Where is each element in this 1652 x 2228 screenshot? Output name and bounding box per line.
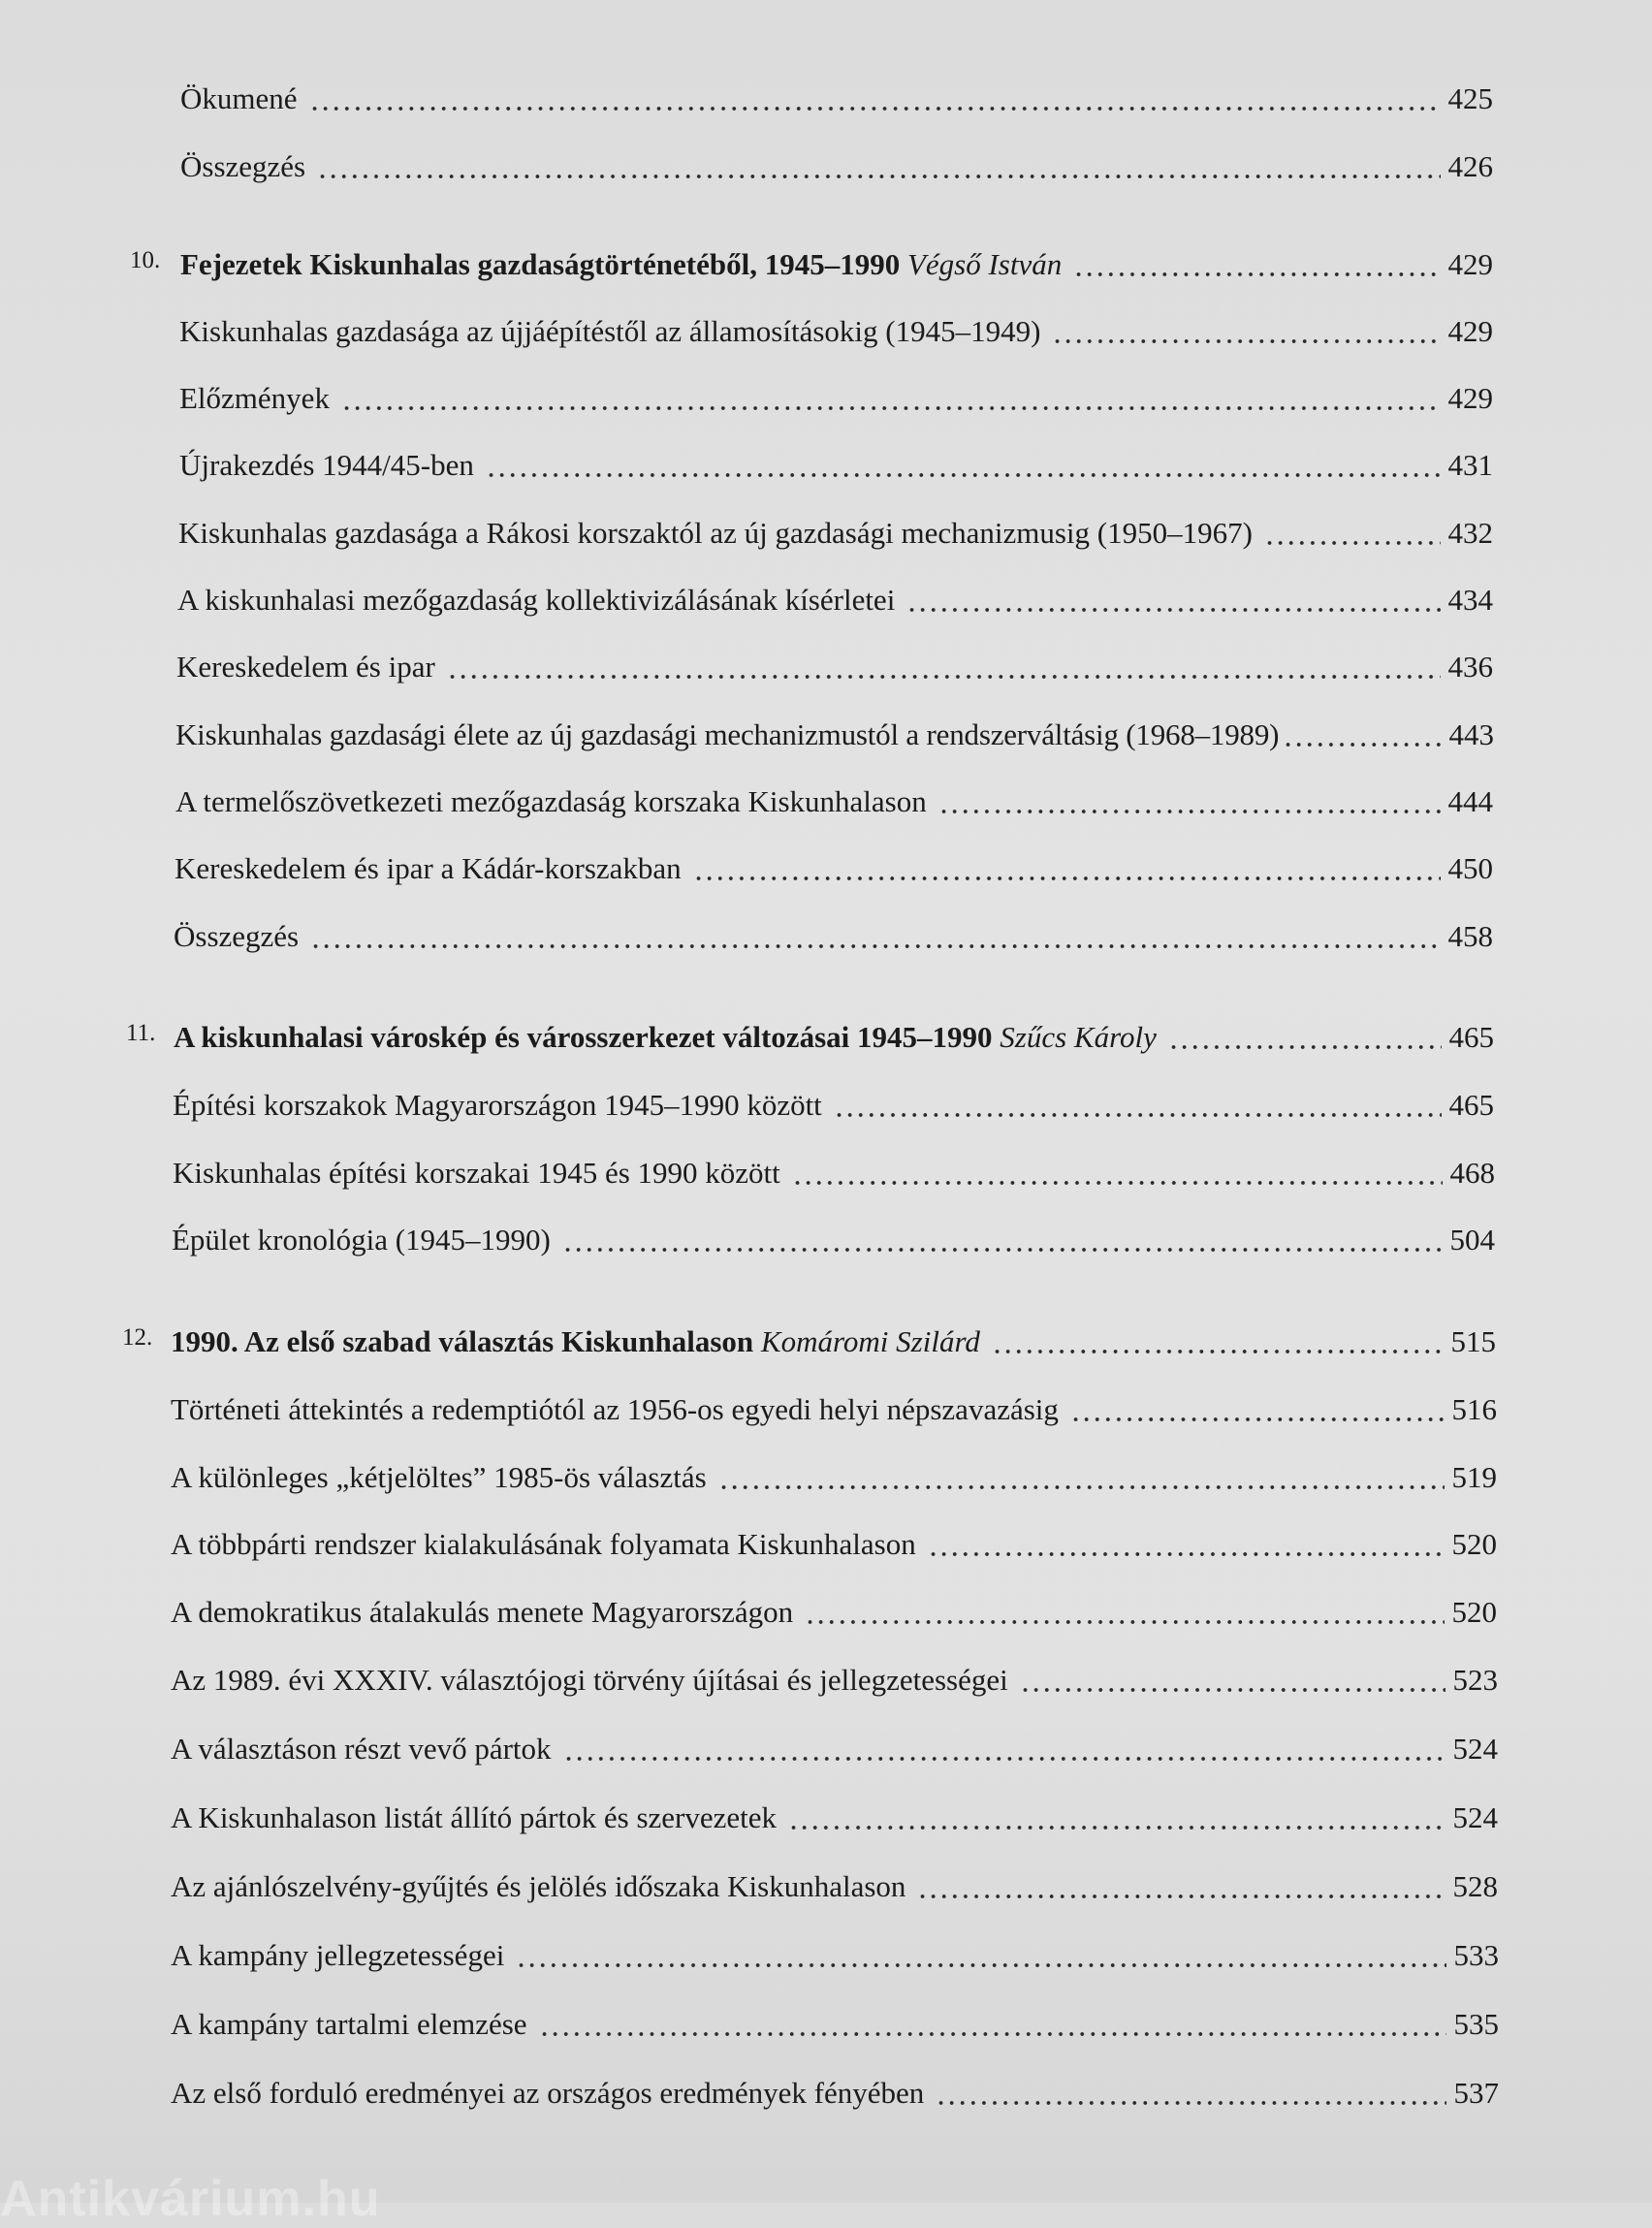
toc-entry-page: 524 <box>1452 1800 1498 1834</box>
dot-leader <box>1070 1417 1445 1421</box>
dot-leader <box>928 1552 1445 1556</box>
toc-entry-title: Épület kronológia (1945–1990) <box>172 1223 551 1257</box>
toc-entry-page: 523 <box>1452 1663 1498 1697</box>
toc-entry <box>173 1154 1495 1193</box>
dot-leader <box>1283 743 1445 747</box>
toc-entry <box>171 1661 1498 1700</box>
toc-entry-page: 528 <box>1452 1869 1498 1903</box>
dot-leader <box>309 107 1441 111</box>
dot-leader <box>562 1248 1443 1252</box>
toc-entry-title: Ökumené <box>180 81 298 115</box>
dot-leader <box>1073 272 1440 276</box>
toc-entry <box>177 581 1493 620</box>
chapter-number: 11. <box>126 1020 156 1046</box>
toc-entry <box>171 1730 1498 1768</box>
toc-entry <box>171 1593 1497 1632</box>
chapter-title-text: Fejezetek Kiskunhalas gazdaságtörténetéből, 1945–1990 <box>180 247 901 281</box>
dot-leader <box>1052 339 1440 343</box>
toc-entry <box>174 917 1493 956</box>
toc-entry-page: 535 <box>1453 2007 1499 2041</box>
toc-entry-title: A Kiskunhalason listát állító pártok és szervezetek <box>171 1800 777 1834</box>
dot-leader <box>539 2032 1446 2036</box>
toc-entry-title: A kiskunhalasi mezőgazdaság kollektivizálásának kísérletei <box>177 583 896 617</box>
dot-leader <box>341 406 1441 410</box>
toc-entry-page: 431 <box>1447 448 1493 482</box>
toc-entry-page: 520 <box>1451 1595 1497 1629</box>
toc-entry <box>171 1867 1498 1906</box>
dot-leader <box>917 1894 1445 1898</box>
toc-entry-title: Kereskedelem és ipar <box>176 650 435 684</box>
chapter-title <box>174 1018 1157 1057</box>
dot-leader <box>936 2101 1446 2105</box>
chapter-title <box>171 1322 980 1361</box>
chapter-title-text: A kiskunhalasi városkép és városszerkezet változásai 1945–1990 <box>174 1020 993 1054</box>
dot-leader <box>693 876 1441 880</box>
toc-entry <box>171 1458 1497 1497</box>
toc-entry-page: 458 <box>1447 919 1493 953</box>
toc-entry-page: 429 <box>1447 314 1493 348</box>
chapter-number: 12. <box>122 1324 153 1351</box>
toc-entry-page: 533 <box>1453 1938 1499 1972</box>
dot-leader <box>317 175 1440 178</box>
toc-entry <box>180 80 1493 118</box>
toc-entry-title: A demokratikus átalakulás menete Magyarországon <box>171 1595 794 1629</box>
toc-entry <box>178 514 1493 553</box>
dot-leader <box>805 1620 1444 1624</box>
toc-entry-title: A kampány tartalmi elemzése <box>171 2007 527 2041</box>
toc-entry-title: Előzmények <box>179 381 330 415</box>
dot-leader <box>1264 541 1441 545</box>
toc-entry-title: Kiskunhalas gazdasági élete az új gazdasági mechanizmustól a rendszerváltásig (1968–1989) <box>175 717 1280 751</box>
chapter-heading <box>171 1322 1496 1361</box>
toc-entry-page: 429 <box>1447 381 1493 415</box>
toc-entry <box>179 446 1493 485</box>
toc-entry-title: A választáson részt vevő pártok <box>171 1732 552 1766</box>
toc-entry-title: Az ajánlószelvény-gyűjtés és jelölés időszaka Kiskunhalason <box>171 1869 906 1903</box>
dot-leader <box>486 473 1441 477</box>
toc-entry-page: 504 <box>1449 1223 1495 1257</box>
toc-entry <box>175 782 1493 821</box>
toc-entry-title: Történeti áttekintés a redemptiótól az 1956-os egyedi helyi népszavazásig <box>171 1392 1059 1426</box>
toc-entry <box>180 147 1493 186</box>
toc-entry-title: Kiskunhalas gazdasága a Rákosi korszaktól az új gazdasági mechanizmusig (1950–1967) <box>178 516 1253 550</box>
dot-leader <box>834 1113 1442 1117</box>
dot-leader <box>792 1181 1443 1185</box>
dot-leader <box>447 675 1441 679</box>
toc-entry-page: 465 <box>1448 1088 1494 1122</box>
toc-entry-page: 524 <box>1452 1732 1498 1766</box>
toc-entry-page: 434 <box>1447 583 1493 617</box>
toc-entry-title: A termelőszövetkezeti mezőgazdaság korszaka Kiskunhalason <box>175 784 927 818</box>
toc-entry-page: 425 <box>1447 81 1493 115</box>
dot-leader <box>516 1963 1446 1967</box>
chapter-author: Komáromi Szilárd <box>760 1324 980 1358</box>
dot-leader <box>310 944 1440 948</box>
toc-entry-page: 443 <box>1448 717 1494 751</box>
chapter-heading <box>174 1018 1494 1057</box>
chapter-author: Szűcs Károly <box>1000 1020 1157 1054</box>
toc-entry <box>171 1798 1498 1837</box>
toc-entry-page: 432 <box>1447 516 1493 550</box>
toc-entry <box>171 1390 1497 1429</box>
toc-entry <box>179 379 1493 418</box>
toc-entry-title: A különleges „kétjelöltes” 1985-ös választás <box>171 1460 707 1494</box>
dot-leader <box>788 1826 1446 1830</box>
toc-entry-page: 520 <box>1451 1527 1497 1561</box>
toc-entry-title: Kereskedelem és ipar a Kádár-korszakban <box>175 851 682 885</box>
toc-entry <box>171 2005 1499 2044</box>
toc-entry <box>172 1221 1495 1259</box>
toc-entry-page: 515 <box>1450 1324 1496 1358</box>
toc-entry <box>171 1936 1499 1975</box>
toc-entry <box>176 648 1493 686</box>
toc-entry-title: Az első forduló eredményei az országos eredmények fényében <box>171 2076 925 2110</box>
toc-entry-page: 426 <box>1447 149 1493 183</box>
dot-leader <box>718 1485 1445 1489</box>
chapter-number: 10. <box>130 247 161 273</box>
toc-entry-page: 450 <box>1447 851 1493 885</box>
toc-entry-page: 516 <box>1451 1392 1497 1426</box>
toc-entry <box>171 1525 1497 1564</box>
toc-entry-title: Összegzés <box>174 919 300 953</box>
toc-entry-page: 537 <box>1453 2076 1499 2110</box>
toc-entry-page: 429 <box>1447 247 1493 281</box>
toc-entry-title: Összegzés <box>180 149 306 183</box>
toc-entry-page: 519 <box>1451 1460 1497 1494</box>
toc-entry-title: Kiskunhalas gazdasága az újjáépítéstől az államosításokig (1945–1949) <box>179 314 1041 348</box>
dot-leader <box>563 1757 1446 1761</box>
toc-entry-title: A kampány jellegzetességei <box>171 1938 505 1972</box>
chapter-title <box>180 245 1062 284</box>
dot-leader <box>1020 1688 1446 1692</box>
chapter-title-text: 1990. Az első szabad választás Kiskunhalason <box>171 1324 754 1358</box>
toc-entry-page: 436 <box>1447 650 1493 684</box>
toc-entry-page: 444 <box>1447 784 1493 818</box>
toc-entry <box>173 1086 1494 1125</box>
toc-entry <box>179 312 1493 351</box>
dot-leader <box>1168 1045 1442 1049</box>
chapter-heading <box>180 245 1493 284</box>
dot-leader <box>906 608 1440 612</box>
toc-entry <box>171 2074 1499 2113</box>
watermark: Antikvárium.hu <box>0 2171 381 2227</box>
toc-entry <box>175 716 1494 754</box>
dot-leader <box>938 810 1441 813</box>
toc-entry-page: 468 <box>1449 1156 1495 1190</box>
chapter-author: Végső István <box>906 247 1063 281</box>
toc-entry-page: 465 <box>1448 1020 1494 1054</box>
toc-entry-title: Kiskunhalas építési korszakai 1945 és 1990 között <box>173 1156 780 1190</box>
toc-entry-title: Az 1989. évi XXXIV. választójogi törvény újításai és jellegzetességei <box>171 1663 1008 1697</box>
dot-leader <box>992 1350 1444 1353</box>
toc-entry-title: A többpárti rendszer kialakulásának folyamata Kiskunhalason <box>171 1527 916 1561</box>
toc-entry <box>175 849 1493 888</box>
toc-entry-title: Építési korszakok Magyarországon 1945–1990 között <box>173 1088 822 1122</box>
toc-entry-title: Újrakezdés 1944/45-ben <box>179 448 474 482</box>
